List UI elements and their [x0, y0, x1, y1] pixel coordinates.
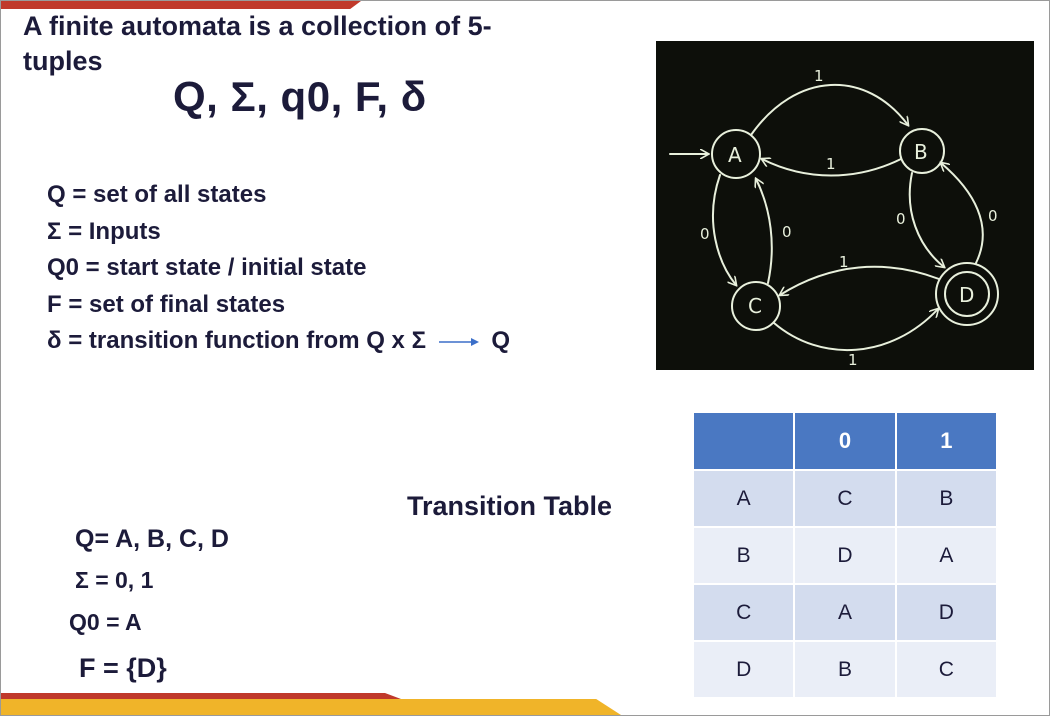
- table-cell: A: [795, 585, 894, 640]
- definition-f: F = set of final states: [47, 290, 286, 318]
- table-cell: B: [897, 471, 996, 526]
- table-cell: A: [694, 471, 793, 526]
- edge-label-d-to-b: 0: [988, 207, 998, 225]
- definition-delta: [47, 323, 510, 360]
- table-cell: C: [795, 471, 894, 526]
- slide-heading: A finite automata is a collection of 5-tuples: [23, 11, 492, 76]
- summary-q0: Q0 = A: [69, 609, 142, 635]
- edge-d-to-b: [941, 163, 983, 263]
- transition-table: [692, 411, 998, 699]
- definition-q: Q = set of all states: [47, 181, 267, 208]
- summary-f: F = {D}: [79, 653, 167, 683]
- table-row: [694, 471, 996, 526]
- table-header-row: [694, 413, 996, 469]
- table-row: [694, 642, 996, 697]
- state-diagram: [656, 41, 1034, 370]
- table-cell: C: [694, 585, 793, 640]
- top-accent-bar: [1, 1, 361, 9]
- state-diagram-svg: [656, 41, 1034, 370]
- table-header-cell: 1: [897, 413, 996, 469]
- edge-a-to-b: [751, 85, 908, 135]
- edge-label-d-to-c: 1: [839, 253, 849, 271]
- edge-label-a-to-c: 0: [700, 225, 710, 243]
- bottom-red-bar: [1, 693, 401, 699]
- transition-table-title: Transition Table: [407, 491, 613, 521]
- edge-c-to-a: [756, 179, 772, 283]
- table-cell: D: [795, 528, 894, 583]
- arrow-right-icon: [437, 336, 481, 348]
- table-cell: B: [795, 642, 894, 697]
- table-cell: B: [694, 528, 793, 583]
- bottom-accent-bar: [1, 699, 621, 715]
- definitions-list: [47, 177, 510, 360]
- edge-a-to-c: [713, 175, 736, 285]
- definition-q0: Q0 = start state / initial state: [47, 254, 367, 281]
- tuple-formula: Q, Σ, q0, F, δ: [173, 73, 427, 120]
- table-header-cell: [694, 413, 793, 469]
- edge-label-a-to-b: 1: [814, 67, 824, 85]
- table-cell: D: [694, 642, 793, 697]
- definition-delta-text: δ = transition function from Q x Σ: [47, 327, 426, 354]
- table-cell: C: [897, 642, 996, 697]
- state-d-label: D: [959, 283, 975, 307]
- summary-sigma: Σ = 0, 1: [75, 567, 154, 593]
- edge-label-c-to-a: 0: [782, 223, 792, 241]
- edge-label-b-to-d: 0: [896, 210, 906, 228]
- edge-label-c-to-d: 1: [848, 351, 858, 369]
- state-c-label: C: [748, 294, 762, 318]
- edge-c-to-d: [774, 309, 938, 350]
- table-row: [694, 585, 996, 640]
- summary-q: Q= A, B, C, D: [75, 525, 229, 553]
- edge-label-b-to-a: 1: [826, 155, 836, 173]
- table-cell: D: [897, 585, 996, 640]
- definition-delta-target: Q: [491, 327, 510, 354]
- table-cell: A: [897, 528, 996, 583]
- definition-sigma: Σ = Inputs: [47, 217, 161, 245]
- state-a-label: A: [728, 143, 742, 167]
- state-b-label: B: [914, 140, 928, 164]
- edge-d-to-c: [780, 267, 939, 295]
- edge-b-to-d: [910, 173, 944, 267]
- table-row: [694, 528, 996, 583]
- table-header-cell: 0: [795, 413, 894, 469]
